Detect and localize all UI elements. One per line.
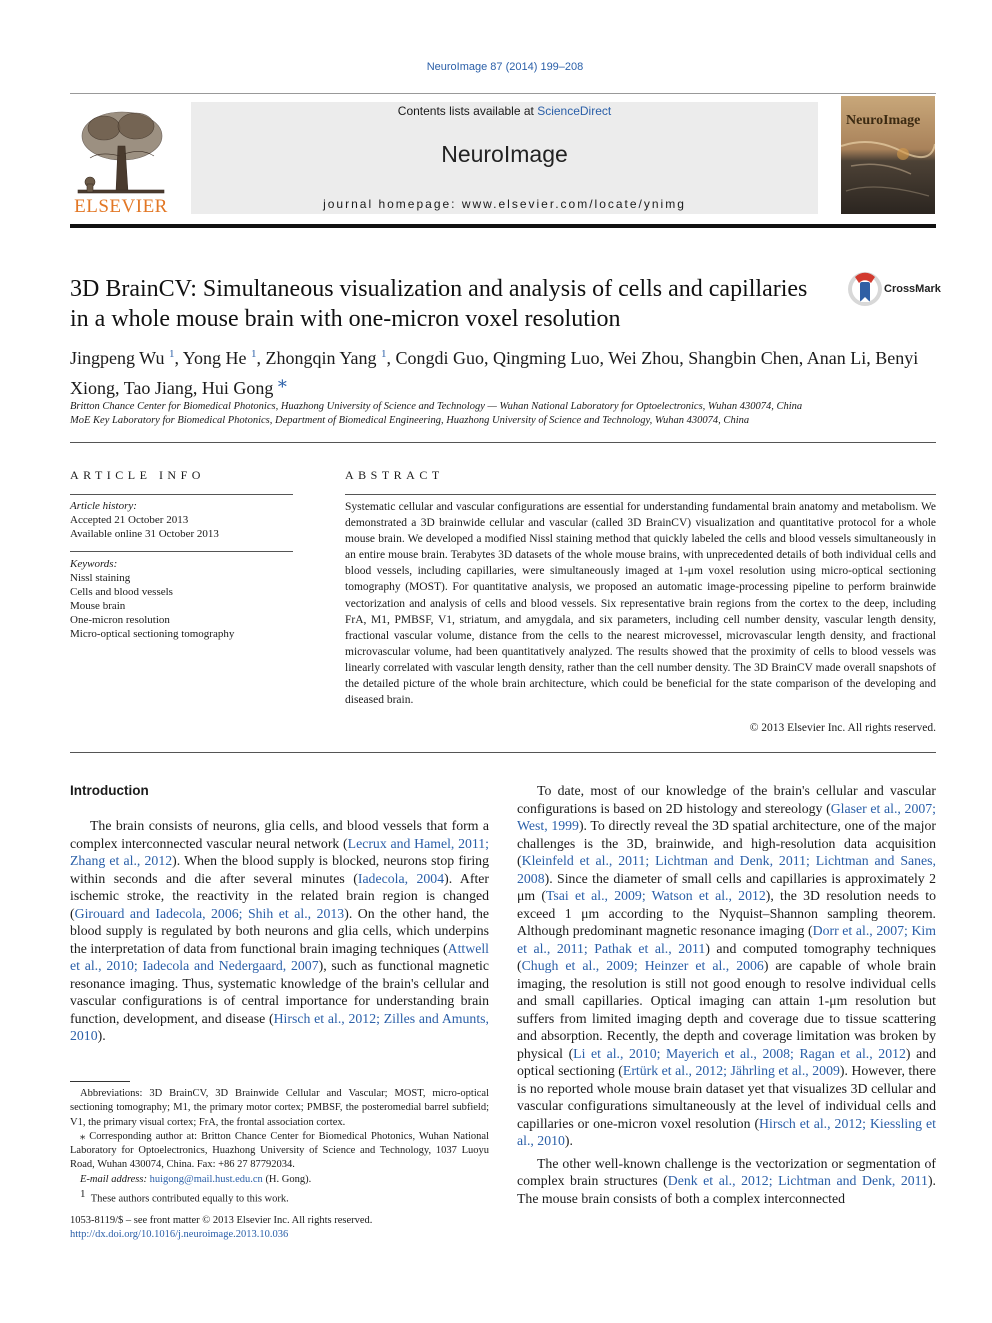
abstract-rule <box>345 494 936 495</box>
equal-mark: 1 <box>80 1188 86 1201</box>
abstract-copyright: © 2013 Elsevier Inc. All rights reserved. <box>749 722 936 734</box>
doi-link[interactable]: http://dx.doi.org/10.1016/j.neuroimage.2013.10.036 <box>70 1229 289 1240</box>
author-name: Tao Jiang <box>123 378 193 398</box>
affiliation-rule <box>70 442 936 443</box>
keywords <box>70 557 234 641</box>
keyword: Micro-optical sectioning tomography <box>70 628 235 640</box>
affiliation-1: Britton Chance Center for Biomedical Photonics, Huazhong University of Science and Technology — Wuhan National Laboratory for Optoelectronics, Wuhan 430074, China <box>70 401 803 412</box>
elsevier-wordmark: ELSEVIER <box>74 196 168 217</box>
citation-link[interactable]: Li et al., 2010; Mayerich et al., 2008; Ragan et al., 2012 <box>573 1045 906 1061</box>
keyword: Mouse brain <box>70 600 126 612</box>
email-label: E-mail address: <box>80 1173 150 1185</box>
article-history <box>70 499 219 541</box>
citation-link[interactable]: Denk et al., 2012; Lichtman and Denk, 2011 <box>667 1173 928 1188</box>
author-name: Zhongqin Yang <box>265 348 377 368</box>
introduction-heading: Introduction <box>70 783 149 798</box>
author-name: Anan Li <box>806 348 867 368</box>
citation-link[interactable]: Hirsch et al., 2012; Zilles and Amunts, 2010 <box>70 1010 489 1043</box>
citation-link[interactable]: Glaser et al., 2007; West, 1999 <box>517 800 936 833</box>
article-info-rule <box>70 494 293 495</box>
abstract-text: Systematic cellular and vascular configurations are essential for understanding fundamental brain anatomy and metabolism. We demonstrated a 3D brainwide cellular and vascular (called 3D BrainCV) visualization and quantitative protocol for a whole mouse brain. We developed a modified Nissl staining method that quickly labeled the cells and blood vessels simultaneously in an entire mouse brain. Terabytes 3D datasets of the whole mouse brains, with unprecedented details of both individual cells and blood vessels, including capillaries, were simultaneously imaged at 1-μm voxel resolution using micro-optical sectioning tomography (MOST). For quantitative analysis, we proposed an automatic image-processing pipeline to perform brainwide vectorization and analysis of cells and blood vessels. Six representative brain regions from the cortex to the deep, including FrA, M1, PMBSF, V1, striatum, and amygdala, and six parameters, including cell number density, vascular length density, fractional vascular volume, distance from the cells to the nearest microvessel, microvascular length density, and fractional microvascular volume, had been quantitatively analyzed. The results showed that the proximity of cells to blood vessels was linearly correlated with vascular length density, rather than the cell number density. The 3D BrainCV made overall snapshots of the detailed picture of the whole brain architecture, which could be beneficial for the state comparison of the developing and diseased brain. <box>345 501 936 707</box>
author-name: Benyi Xiong <box>70 348 919 398</box>
journal-homepage[interactable]: journal homepage: www.elsevier.com/locate/ynimg <box>323 197 686 211</box>
abstract-heading: ABSTRACT <box>345 468 444 482</box>
author-mark[interactable]: 1 <box>381 348 387 360</box>
author-name: Wei Zhou <box>608 348 680 368</box>
journal-name: NeuroImage <box>441 141 568 167</box>
email-link[interactable]: huigong@mail.hust.edu.cn <box>149 1173 263 1185</box>
keywords-rule <box>70 551 293 552</box>
affiliation-2: MoE Key Laboratory for Biomedical Photonics, Department of Biomedical Engineering, Huazhong University of Science and Technology, Wuhan 430074, China <box>70 415 750 426</box>
author-mark[interactable]: ⁎ <box>277 371 287 391</box>
author-name: Shangbin Chen <box>688 348 799 368</box>
keyword: Cells and blood vessels <box>70 586 173 598</box>
citation-link[interactable]: Hirsch et al., 2012; Kiessling et al., 2010 <box>517 1115 936 1148</box>
author-name: Congdi Guo <box>395 348 485 368</box>
header-rule-bottom <box>70 224 936 228</box>
intro-paragraph-3: The other well-known challenge is the vectorization or segmentation of complex brain structures (Denk et al., 2012; Lichtman and Denk, 2011). The mouse brain consists of both a complex interconnected <box>517 1155 936 1206</box>
intro-paragraph-2: To date, most of our knowledge of the brain's cellular and vascular configurations is based on 2D histology and stereology (Glaser et al., 2007; West, 1999). To directly reveal the 3D spatial architecture, one of the major challenges is the 3D, brainwide, and high-resolution data acquisition (Kleinfeld et al., 2011; Lichtman and Denk, 2011; Lichtman and Sanes, 2008). Since the diameter of small cells and capillaries is approximately 2 μm (Tsai et al., 2009; Watson et al., 2012), the 3D resolution needs to exceed 1 μm according to the Nyquist–Shannon sampling theorem. Although predominant magnetic resonance imaging (Dorr et al., 2007; Kim et al., 2011; Pathak et al., 2011) and computed tomography techniques (Chugh et al., 2009; Heinzer et al., 2006) are capable of whole brain imaging, the resolution is still not good enough to resolve individual cells and small capillaries. Optical imaging can attain 1-μm resolution but suffers from limited imaging depth and coverage due to tissue scattering and absorption. Recently, the depth and coverage limitation was broken by physical (Li et al., 2010; Mayerich et al., 2008; Ragan et al., 2012) and optical sectioning (Ertürk et al., 2012; Jährling et al., 2009). However, there is no reported whole mouse brain dataset yet that visualizes 3D cellular and vascular configurations simultaneously at the level of individual cells and capillaries or one-micron voxel resolution (Hirsch et al., 2012; Kiessling et al., 2010). <box>517 783 936 1148</box>
crossmark-label[interactable]: CrossMark <box>884 283 941 295</box>
citation-link[interactable]: Kleinfeld et al., 2011; Lichtman and Denk, 2011; Lichtman and Sanes, 2008 <box>517 853 936 886</box>
contents-line <box>191 104 818 118</box>
footnote-rule <box>70 1081 130 1082</box>
author-name: Hui Gong <box>201 378 274 398</box>
footnotes <box>70 1087 489 1207</box>
author-name: Yong He <box>182 348 247 368</box>
citation-link[interactable]: Lecrux and Hamel, 2011; Zhang et al., 2012 <box>70 835 489 868</box>
sciencedirect-link[interactable]: ScienceDirect <box>537 104 612 118</box>
keyword: Nissl staining <box>70 572 131 584</box>
footnote-abbreviations: Abbreviations: 3D BrainCV, 3D Brainwide Cellular and Vascular; MOST, micro-optical sectioning tomography; M1, the primary motor cortex; PMBSF, the posteromedial barrel subfield; V1, the primary visual cortex; FrA, the frontal association cortex. <box>70 1088 489 1128</box>
header-rule-top <box>70 93 936 94</box>
journal-citation[interactable]: NeuroImage 87 (2014) 199–208 <box>426 61 584 73</box>
citation-link[interactable]: Iadecola, 2004 <box>357 870 445 886</box>
keyword: One-micron resolution <box>70 614 170 626</box>
author-name: Qingming Luo <box>493 348 600 368</box>
equal-text: These authors contributed equally to this work. <box>90 1193 289 1205</box>
footnote-email <box>70 1173 489 1187</box>
email-suffix: (H. Gong). <box>262 1173 312 1185</box>
front-matter-footer <box>70 1214 372 1242</box>
author-list: Jingpeng Wu $^1$, Yong He $^1$, Zhongqin Yang $^1$, Congdi Guo, Qingming Luo, Wei Zhou, Shangbin Chen, Anan Li, Benyi Xiong, Tao Jiang, Hui Gong ⁎ <box>70 348 919 398</box>
author-mark[interactable]: 1 <box>250 348 257 360</box>
cover-title: NeuroImage <box>846 113 921 128</box>
footnote-corresponding: ⁎ Corresponding author at: Britton Chance Center for Biomedical Photonics, Wuhan National Laboratory for Optoelectronics, Huazhong University of Science and Technology, 1037 Luoyu Road, Wuhan 430074, China. Fax: +86 27 87792034. <box>70 1130 489 1171</box>
citation-link[interactable]: Girouard and Iadecola, 2006; Shih et al., 2013 <box>74 905 345 921</box>
intro-paragraph-1: The brain consists of neurons, glia cells, and blood vessels that form a complex interconnected vascular neural network (Lecrux and Hamel, 2011; Zhang et al., 2012). When the blood supply is blocked, neurons stop firing within seconds and die after several minutes (Iadecola, 2004). After ischemic stroke, the reactivity in the related brain region is changed (Girouard and Iadecola, 2006; Shih et al., 2013). On the other hand, the blood supply is regulated by both neurons and glia cells, which underpins the interpretation of data from functional brain imaging techniques (Attwell et al., 2010; Iadecola and Nedergaard, 2007), such as functional magnetic resonance imaging. Thus, systematic knowledge of the brain's cellular and vascular configurations is of central importance for understanding brain function, development, and disease (Hirsch et al., 2012; Zilles and Amunts, 2010). <box>70 818 490 1043</box>
citation-link[interactable]: Ertürk et al., 2012; Jährling et al., 2009 <box>622 1063 840 1078</box>
keywords-label: Keywords: <box>70 558 118 570</box>
history-online: Available online 31 October 2013 <box>70 528 219 540</box>
footnote-equal-contribution <box>70 1187 489 1207</box>
issn-line: 1053-8119/$ – see front matter © 2013 Elsevier Inc. All rights reserved. <box>70 1215 373 1226</box>
author-name: Jingpeng Wu <box>70 348 165 368</box>
author-mark[interactable]: 1 <box>168 348 175 360</box>
citation-link[interactable]: Attwell et al., 2010; Iadecola and Nedergaard, 2007 <box>70 940 489 973</box>
citation-link[interactable]: Chugh et al., 2009; Heinzer et al., 2006 <box>521 958 764 973</box>
body-column-left <box>70 817 489 1045</box>
history-label: Article history: <box>70 500 137 512</box>
history-accepted: Accepted 21 October 2013 <box>70 514 189 526</box>
body-column-right <box>517 782 936 1207</box>
contents-prefix: Contents lists available at <box>397 104 538 118</box>
article-title: 3D BrainCV: Simultaneous visualization and analysis of cells and capillaries in a whole mouse brain with one-micron voxel resolution <box>70 276 808 332</box>
article-info-heading: ARTICLE INFO <box>70 468 205 482</box>
citation-link[interactable]: Dorr et al., 2007; Kim et al., 2011; Pathak et al., 2011 <box>517 923 936 956</box>
abstract-bottom-rule <box>70 752 936 753</box>
citation-link[interactable]: Tsai et al., 2009; Watson et al., 2012 <box>545 888 766 903</box>
